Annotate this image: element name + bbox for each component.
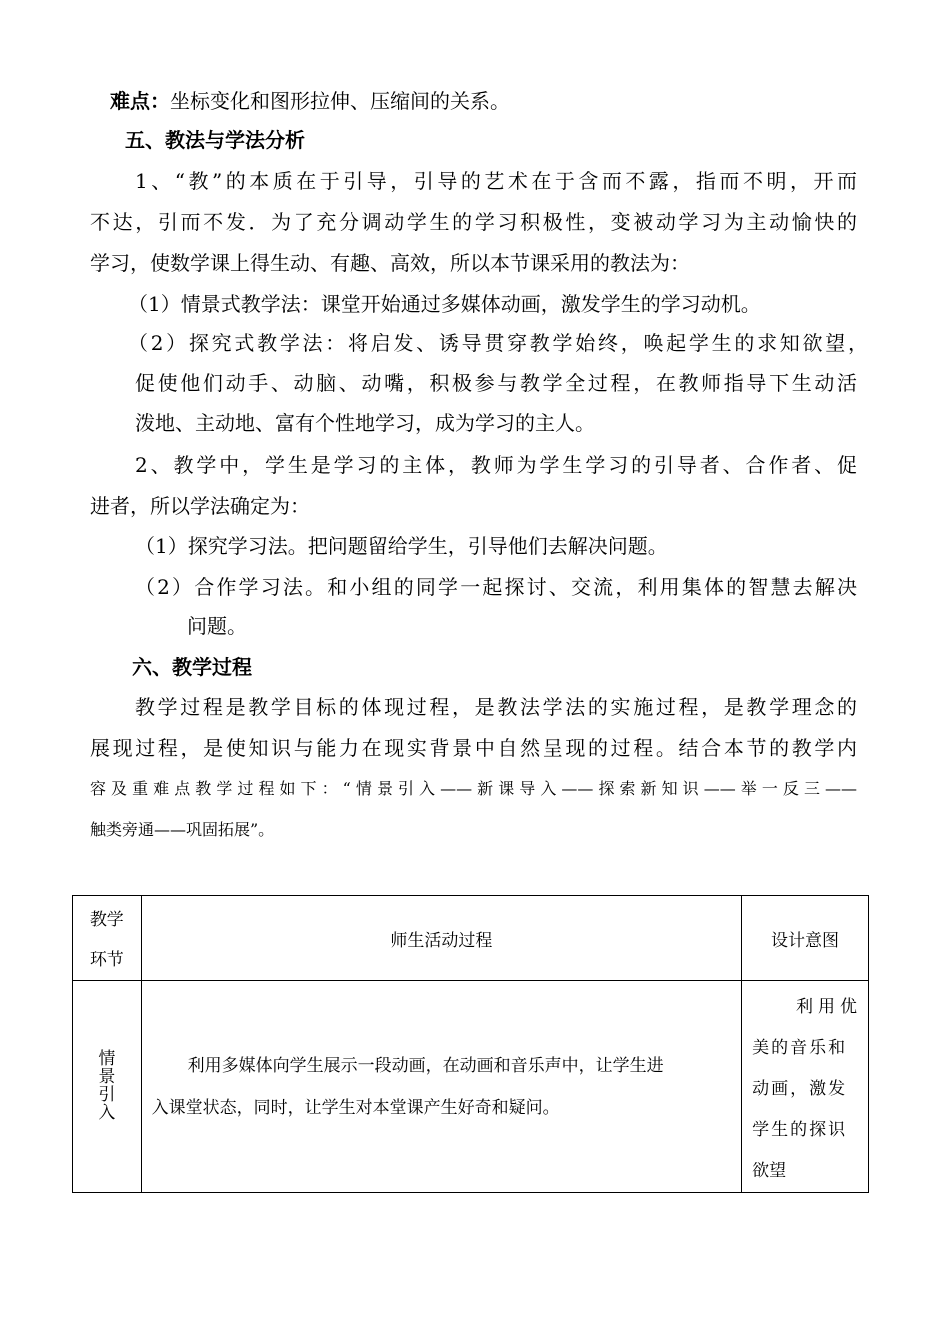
section6-p-line1: 教学过程是教学目标的体现过程，是教法学法的实施过程，是教学理念的 (135, 695, 857, 719)
stage-char: 入 (98, 1103, 116, 1123)
activity-cell (141, 981, 741, 1193)
activity-line1: 利用多媒体向学生展示一段动画，在动画和音乐声中，让学生进 (187, 1055, 664, 1076)
difficulty-line (110, 87, 510, 115)
difficulty-text: 坐标变化和图形拉伸、压缩间的关系。 (170, 89, 510, 113)
table-header-row (73, 896, 869, 981)
intent-line: 动画，激发 (752, 1079, 848, 1099)
header-intent: 设计意图 (771, 930, 840, 951)
stage-char: 引 (98, 1085, 116, 1105)
section6-p-line4: 触类旁通——巩固拓展”。 (90, 820, 275, 839)
header-activity: 师生活动过程 (390, 930, 493, 951)
intent-line: 美的音乐和 (752, 1038, 848, 1058)
stage-char: 情 (98, 1049, 116, 1069)
learning-method-1: （1）探究学习法。把问题留给学生，引导他们去解决问题。 (135, 534, 668, 558)
stage-vertical-text (98, 1050, 115, 1122)
method-2-line2: 促使他们动手、动脑、动嘴，积极参与教学全过程，在教师指导下生动活 (135, 371, 857, 395)
header-stage-line2: 环节 (89, 950, 124, 970)
learning-method-2-line1: （2）合作学习法。和小组的同学一起探讨、交流，利用集体的智慧去解决 (135, 575, 857, 599)
section6-p-line2: 展现过程，是使知识与能力在现实背景中自然呈现的过程。结合本节的教学内 (90, 736, 857, 760)
header-intent-cell (742, 896, 869, 981)
stage-char: 景 (98, 1067, 116, 1087)
section5-p1-line1: 1、“教”的本质在于引导，引导的艺术在于含而不露，指而不明，开而 (135, 169, 857, 193)
intent-cell (742, 981, 869, 1193)
stage-cell (73, 981, 142, 1193)
intent-line: 利用优 (796, 997, 862, 1017)
header-stage-cell (73, 896, 142, 981)
section5-p2-line2: 进者，所以学法确定为： (90, 494, 310, 518)
intent-line: 学生的探识 (752, 1120, 848, 1140)
section6-p-line3: 容及重难点教学过程如下：“情景引入——新课导入——探索新知识——举一反三—— (90, 779, 857, 798)
header-stage-line1: 教学 (89, 910, 124, 930)
activity-line2: 入课堂状态，同时，让学生对本堂课产生好奇和疑问。 (151, 1097, 560, 1118)
section6-title: 六、教学过程 (132, 655, 252, 679)
method-1: （1）情景式教学法：课堂开始通过多媒体动画，激发学生的学习动机。 (128, 292, 761, 316)
table-row (73, 981, 869, 1193)
method-2-line1: （2）探究式教学法：将启发、诱导贯穿教学始终，唤起学生的求知欲望， (128, 331, 868, 355)
learning-method-2-line2: 问题。 (187, 614, 247, 638)
teaching-process-table (72, 895, 869, 1193)
method-2-line3: 泼地、主动地、富有个性地学习，成为学习的主人。 (135, 411, 595, 435)
intent-line: 欲望 (752, 1161, 787, 1181)
section5-p1-line2: 不达，引而不发．为了充分调动学生的学习积极性，变被动学习为主动愉快的 (90, 210, 857, 234)
difficulty-label: 难点： (110, 89, 170, 113)
section5-p2-line1: 2、教学中，学生是学习的主体，教师为学生学习的引导者、合作者、促 (135, 453, 857, 477)
section5-p1-line3: 学习，使数学课上得生动、有趣、高效，所以本节课采用的教法为： (90, 251, 690, 275)
header-activity-cell (141, 896, 741, 981)
section5-title: 五、教法与学法分析 (125, 128, 305, 152)
